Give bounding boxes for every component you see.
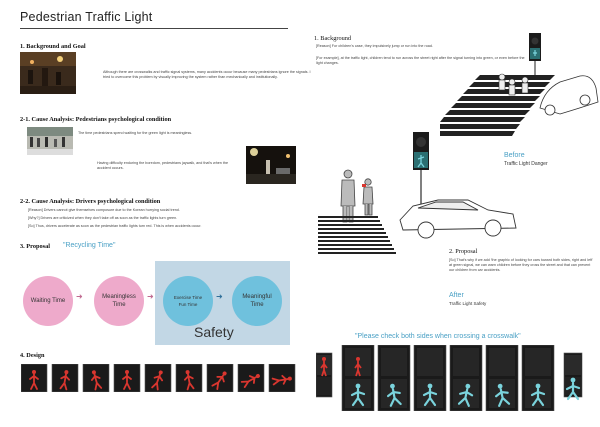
section-3-heading: 3. Proposal <box>20 243 50 250</box>
section-1-heading: 1. Background and Goal <box>20 43 86 50</box>
right-proposal-text: [So] That's why if we add 'the graphic of looking for cars toward both sides, right and left' at green signal, we can warn children before they cross the street and that can prevent our children from car accidents. <box>449 258 593 272</box>
signal-sequence <box>316 345 586 411</box>
exercise-time-label: Exercise Time <box>173 295 203 300</box>
check-both-sides-quote: "Please check both sides when crossing a crosswalk" <box>355 333 521 340</box>
waiting-time-label: Waiting Time <box>30 298 66 304</box>
arrow-right-icon: ➜ <box>147 292 154 301</box>
meaningful-time-circle <box>232 276 282 326</box>
meaningless-label: Meaningless <box>102 294 136 300</box>
night-jaywalk-photo <box>246 146 296 184</box>
safety-label: Safety <box>194 324 234 340</box>
design-signal-row <box>21 364 299 392</box>
arrow-right-icon: ➜ <box>216 292 223 301</box>
section-2-1-heading: 2-1. Cause Analysis: Pedestrians psychological condition <box>20 116 172 123</box>
section-4-heading: 4. Design <box>20 352 45 359</box>
section-2-2-line-3: [So] Thus, drivers accelerate as soon as the pedestrian traffic lights turn red. This is when accidents occur. <box>28 224 202 228</box>
after-caption: Traffic Light Safety <box>449 301 487 306</box>
recycling-time-quote: "Recycling Time" <box>63 242 116 249</box>
right-proposal-heading: 2. Proposal <box>449 248 478 255</box>
night-street-photo <box>20 52 76 94</box>
section-2-1-text-1: The time pedestrians spend waiting for the green light is meaningless. <box>78 131 193 135</box>
after-scene-illustration <box>318 128 518 256</box>
section-2-2-heading: 2-2. Cause Analysis: Drivers psychological condition <box>20 198 161 205</box>
title-divider <box>20 28 288 29</box>
right-example-text: [For example], at the traffic light, children tend to run across the street right after the signal turning into green, or even before the light changes. <box>316 56 525 65</box>
fun-time-label: Fun Time <box>178 302 198 307</box>
section-1-text: Although there are crosswalks and traffic signal systems, many accidents occur because many pedestrians ignore the signals. I tried to overcome this problem by visually improving the system rather than mechanically and institutionally. <box>103 70 311 79</box>
arrow-right-icon: ➜ <box>76 292 83 301</box>
section-2-1-text-2: Having difficulty enduring the boredom, pedestrians jaywalk, and that's when the accident occurs. <box>97 161 229 170</box>
before-label: Before <box>504 152 525 159</box>
meaningful-label: Meaningful <box>242 294 272 300</box>
meaningless-time-label: Time <box>112 302 126 308</box>
section-2-2-line-2: [Why?] Drivers are criticized when they don't take off as soon as the traffic lights turn green. <box>28 216 178 220</box>
right-background-heading: 1. Background <box>314 35 352 42</box>
right-reason-text: [Reason] For children's case, they impulsively jump or run into the road. <box>316 44 433 48</box>
meaningful-time-label: Time <box>250 302 264 308</box>
waiting-time-circle <box>23 276 73 326</box>
exercise-time-circle <box>163 276 213 326</box>
before-caption: Traffic Light Danger <box>504 161 548 167</box>
meaningless-time-circle <box>94 276 144 326</box>
section-2-2-line-1: [Reason] Drivers cannot give themselves composure due to the Korean hurrying social trend. <box>28 208 180 212</box>
crosswalk-day-photo <box>27 127 73 155</box>
poster-title: Pedestrian Traffic Light <box>20 10 153 24</box>
after-label: After <box>449 292 464 299</box>
